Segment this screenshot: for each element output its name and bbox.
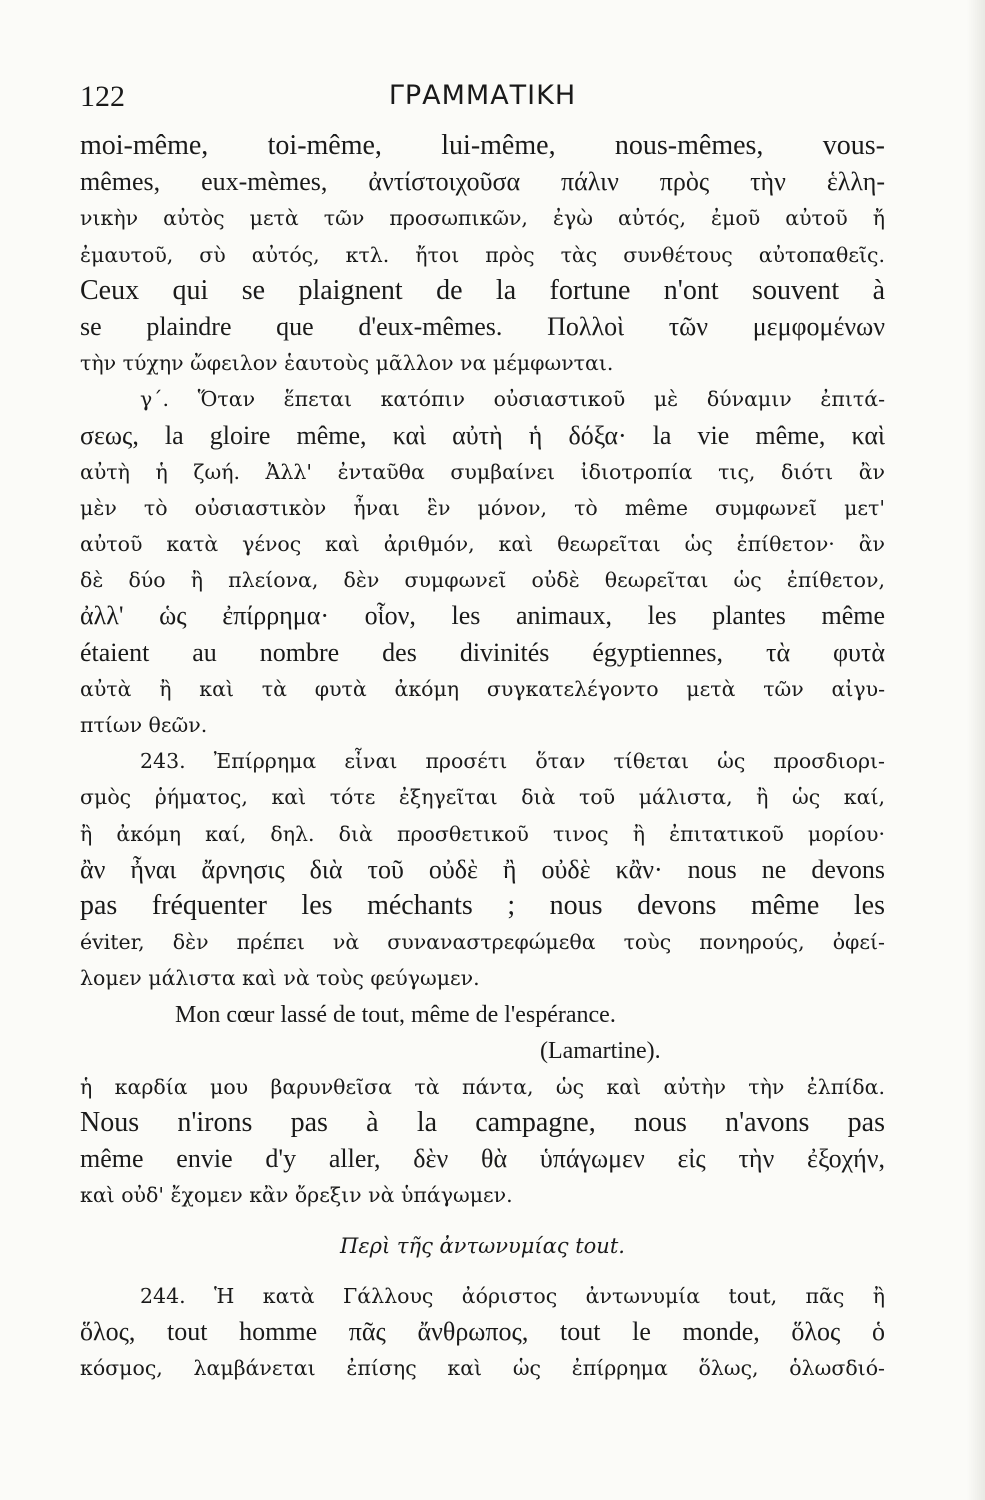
page-edge-shadow xyxy=(967,0,985,1500)
text-line: 243. Ἐπίρρημα εἶναι προσέτι ὅταν τίθεται ὡς προσδιορι- xyxy=(140,749,885,774)
running-title: ΓΡΑΜΜΑΤΙΚΗ xyxy=(388,80,577,111)
text-line: καὶ οὐδ' ἔχομεν κἂν ὄρεξιν νὰ ὑπάγωμεν. xyxy=(80,1183,513,1208)
text-line: αὐτοῦ κατὰ γένος καὶ ἀριθμόν, καὶ θεωρεῖται ὡς ἐπίθετον· ἂν xyxy=(80,532,885,557)
text-line: γ΄. Ὅταν ἕπεται κατόπιν οὐσιαστικοῦ μὲ δύναμιν ἐπιτά- xyxy=(140,387,885,412)
text-line: ἡ καρδία μου βαρυνθεῖσα τὰ πάντα, ὡς καὶ αὐτὴν τὴν ἐλπίδα. xyxy=(80,1074,885,1099)
text-line: mêmes, eux-mèmes, ἀντίστοιχοῦσα πάλιν πρὸς τὴν ἑλλη- xyxy=(80,167,885,197)
text-line: Nous n'irons pas à la campagne, nous n'avons pas xyxy=(80,1107,885,1139)
quote-line: Mon cœur lassé de tout, même de l'espérance. xyxy=(175,1001,616,1028)
body-text xyxy=(80,128,885,1386)
text-line: ὅλος, tout homme πᾶς ἄνθρωπος, tout le monde, ὅλος ὁ xyxy=(80,1317,885,1346)
text-line: éviter, δὲν πρέπει νὰ συναναστρεφώμεθα τοὺς πονηρούς, ὀφεί- xyxy=(80,930,885,955)
page-number: 122 xyxy=(80,80,125,113)
text-line: ἂν ἦναι ἄρνησις διὰ τοῦ οὐδὲ ἢ οὐδὲ κἂν· nous ne devons xyxy=(80,854,885,884)
text-line: δὲ δύο ἢ πλείονα, δὲν συμφωνεῖ οὐδὲ θεωρεῖται ὡς ἐπίθετον, xyxy=(80,568,885,593)
text-line: μὲν τὸ οὐσιαστικὸν ἦναι ἓν μόνον, τὸ même συμφωνεῖ μετ' xyxy=(80,495,885,520)
text-line: λομεν μάλιστα καὶ νὰ τοὺς φεύγωμεν. xyxy=(80,966,480,991)
text-line: Ceux qui se plaignent de la fortune n'ont souvent à xyxy=(80,274,885,306)
text-line: τὴν τύχην ὤφειλον ἑαυτοὺς μᾶλλον να μέμφωνται. xyxy=(80,351,614,376)
text-line: ἐμαυτοῦ, σὺ αὐτός, κτλ. ἤτοι πρὸς τὰς συνθέτους αὐτοπαθεῖς. xyxy=(80,242,885,267)
text-line: αὐτὰ ἢ καὶ τὰ φυτὰ ἀκόμη συγκατελέγοντο μετὰ τῶν αἰγυ- xyxy=(80,676,885,701)
text-line: σμὸς ῥήματος, καὶ τότε ἐξηγεῖται διὰ τοῦ μάλιστα, ἢ ὡς καί, xyxy=(80,785,885,810)
text-line: se plaindre que d'eux-mêmes. Πολλοὶ τῶν μεμφομένων xyxy=(80,311,885,341)
text-line: même envie d'y aller, δὲν θὰ ὑπάγωμεν εἰς τὴν ἐξοχήν, xyxy=(80,1144,885,1174)
text-line: πτίων θεῶν. xyxy=(80,713,208,737)
text-line: 244. Ἡ κατὰ Γάλλους ἀόριστος ἀντωνυμία tout, πᾶς ἢ xyxy=(140,1283,885,1308)
text-line: σεως, la gloire même, καὶ αὐτὴ ἡ δόξα· la vie même, καὶ xyxy=(80,420,885,450)
text-line: αὐτὴ ἡ ζωή. Ἀλλ' ἐνταῦθα συμβαίνει ἰδιοτροπία τις, διότι ἂν xyxy=(80,459,885,484)
section-heading: Περὶ τῆς ἀντωνυμίας tout. xyxy=(340,1233,625,1258)
text-line: κόσμος, λαμβάνεται ἐπίσης καὶ ὡς ἐπίρρημα ὅλως, ὁλωσδιό- xyxy=(80,1356,885,1381)
quote-citation: (Lamartine). xyxy=(540,1037,661,1064)
text-line: moi-même, toi-même, lui-même, nous-mêmes, vous- xyxy=(80,130,885,161)
text-line: étaient au nombre des divinités égyptiennes, τὰ φυτὰ xyxy=(80,637,885,667)
text-line: ἢ ἀκόμη καί, δηλ. διὰ προσθετικοῦ τινος ἢ ἐπιτατικοῦ μορίου· xyxy=(80,821,885,846)
text-line: ἀλλ' ὡς ἐπίρρημα· οἷον, les animaux, les plantes même xyxy=(80,601,885,631)
text-line: pas fréquenter les méchants ; nous devons même les xyxy=(80,889,885,921)
text-line: νικὴν αὐτὸς μετὰ τῶν προσωπικῶν, ἐγὼ αὐτός, ἐμοῦ αὐτοῦ ἤ xyxy=(80,206,885,231)
page-header xyxy=(80,80,885,120)
